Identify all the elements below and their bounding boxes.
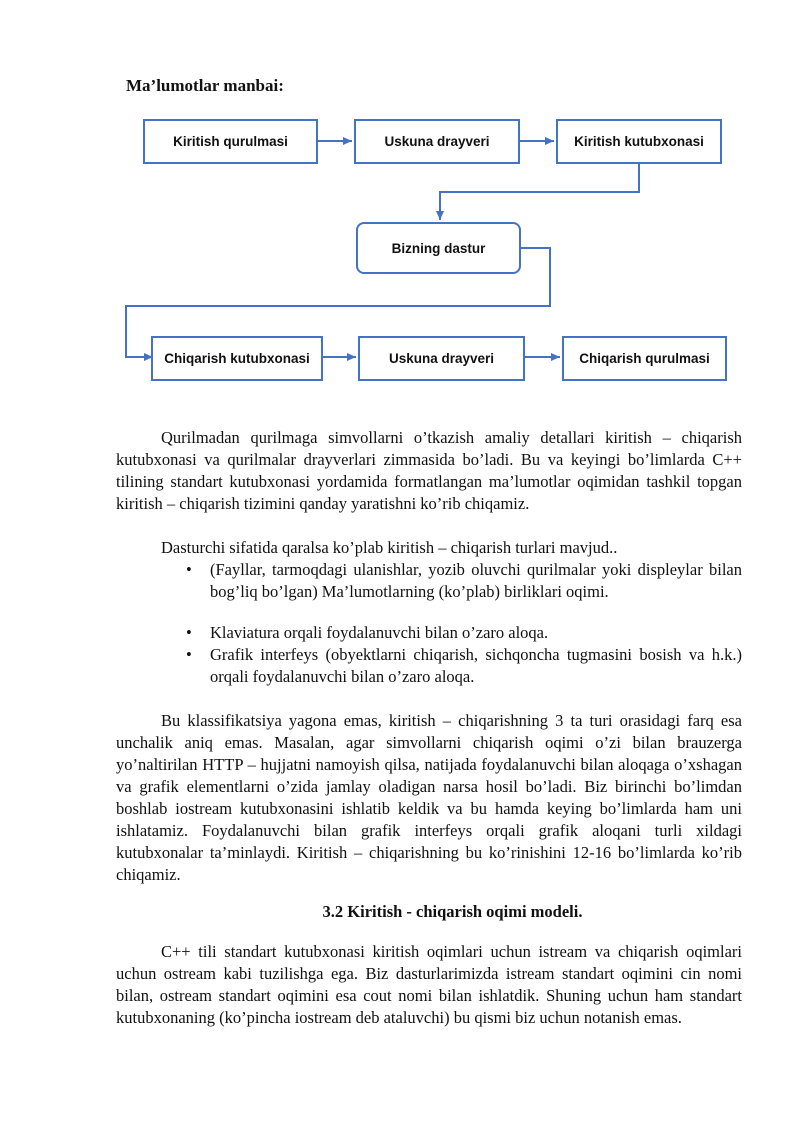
bullet-dot-icon: • <box>186 623 192 642</box>
bullet-dot-icon: • <box>186 645 192 664</box>
paragraph-3: Bu klassifikatsiya yagona emas, kiritish – chiqarishning 3 ta turi orasidagi farq esa unchalik aniq emas. Masalan, agar simvollarni chiqarish oqimi o’zi bilan brauzerga yo’naltirilan HTTP – hujjatni namoyish qilsa, natijada foydalanuvchi bilan aloqaga o’xshagan va grafik elementlarni o’zida jamlay oladigan narsa hosil bo’ladi. Biz birinchi bo’limdan boshlab iostream kutubxonasini ishlatib keldik va bu hamda keying bo’limlarda ham uni ishlatamiz. Foydalanuvchi bilan grafik interfeys orqali grafik aloqani turli xildagi kutubxonalar ta’minlaydi. Kiritish – chiqarishning bu ko’rinishini 12-16 bo’limlarda ko’rib chiqamiz. <box>116 711 742 884</box>
box-input-library: Kiritish kutubxonasi <box>556 119 722 164</box>
bullet-text-3: Grafik interfeys (obyektlarni chiqarish, sichqoncha tugmasini bosish va h.k.) orqali foydalanuvchi bilan o’zaro aloqa. <box>210 645 742 686</box>
bullet-text-1: (Fayllar, tarmoqdagi ulanishlar, yozib oluvchi qurilmalar yoki displeylar bilan bog’liq bo’lgan) Ma’lumotlarning (ko’plab) birliklari oqimi. <box>210 560 742 601</box>
box-hardware-driver-out: Uskuna drayveri <box>358 336 525 381</box>
bullet-text-2: Klaviatura orqali foydalanuvchi bilan o’zaro aloqa. <box>210 623 549 642</box>
box-output-device: Chiqarish qurulmasi <box>562 336 727 381</box>
section-title: 3.2 Kiritish - chiqarish oqimi modeli. <box>322 902 583 921</box>
box-output-library: Chiqarish kutubxonasi <box>151 336 323 381</box>
bullet-item-1 <box>186 559 742 603</box>
box-hardware-driver-in: Uskuna drayveri <box>354 119 520 164</box>
paragraph-2: Dasturchi sifatida qaralsa ko’plab kiritish – chiqarish turlari mavjud.. <box>161 538 618 557</box>
paragraph-1: Qurilmadan qurilmaga simvollarni o’tkazish amaliy detallari kiritish – chiqarish kutubxonasi va qurilmalar drayverlari zimmasida bo’ladi. Bu va keyingi bo’limlarda C++ tilining standart kutubxonasi yordamida formatlangan ma’lumotlar oqimidan tashkil topgan kiritish – chiqarish tizimini qanday yaratishni ko’rib chiqamiz. <box>116 428 742 513</box>
section-heading: Ma’lumotlar manbai: <box>126 76 284 95</box>
bullet-item-2 <box>186 622 742 644</box>
arrow-to-program <box>440 164 639 220</box>
paragraph-4: C++ tili standart kutubxonasi kiritish oqimlari uchun istream va chiqarish oqimlari uchun ostream kabi tuzilishga ega. Biz dasturlarimizda istream standart oqimini cin nomi bilan, ostream standart oqimini esa cout nomi bilan ishlatdik. Shuning uchun ham standart kutubxonaning (ko’pincha iostream deb ataluvchi) bu qismi biz uchun notanish emas. <box>116 942 742 1027</box>
bullet-item-3 <box>186 644 742 688</box>
box-input-device: Kiritish qurulmasi <box>143 119 318 164</box>
box-our-program: Bizning dastur <box>356 222 521 274</box>
bullet-dot-icon: • <box>186 560 192 579</box>
